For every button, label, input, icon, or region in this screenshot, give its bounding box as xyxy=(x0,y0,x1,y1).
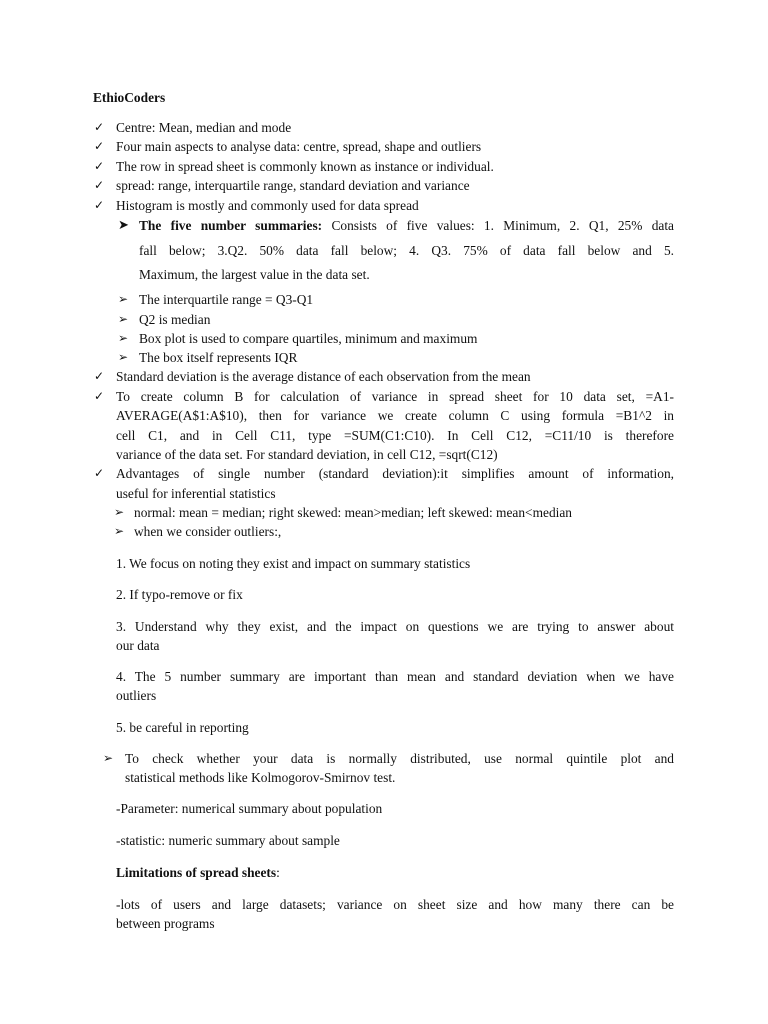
limitations-colon: : xyxy=(276,865,280,880)
outlier-point-1: 1. We focus on noting they exist and impact on summary statistics xyxy=(116,556,471,571)
bullet-centre: Centre: Mean, median and mode xyxy=(116,120,292,135)
advantages-line-1: Advantages of single number (standard deviation):it simplifies amount of information, xyxy=(116,466,674,481)
check-icon: ✓ xyxy=(94,178,105,192)
bullet-spread: spread: range, interquartile range, standard deviation and variance xyxy=(116,178,470,193)
normality-line-2: statistical methods like Kolmogorov-Smirnov test. xyxy=(125,770,396,785)
five-number-line-3: Maximum, the largest value in the data set. xyxy=(139,267,370,282)
check-icon: ✓ xyxy=(94,198,105,212)
variance-line-3: cell C1, and in Cell C11, type =SUM(C1:C10). In Cell C12, =C11/10 is therefore xyxy=(116,428,674,443)
document-title: EthioCoders xyxy=(93,90,166,105)
sub-bullet-box-iqr: The box itself represents IQR xyxy=(139,350,298,365)
arrowhead-bullet-icon: ➢ xyxy=(118,312,129,326)
check-icon: ✓ xyxy=(94,466,105,480)
arrowhead-bullet-icon: ➢ xyxy=(118,292,129,306)
five-number-line-1 xyxy=(139,216,674,235)
arrowhead-bullet-icon: ➢ xyxy=(114,524,125,538)
outlier-point-2: 2. If typo-remove or fix xyxy=(116,587,243,602)
variance-line-4: variance of the data set. For standard deviation, in cell C12, =sqrt(C12) xyxy=(116,447,498,462)
bullet-row-instance: The row in spread sheet is commonly known as instance or individual. xyxy=(116,159,494,174)
skew-bullet-outliers: when we consider outliers:, xyxy=(134,524,282,539)
arrowhead-bullet-icon: ➢ xyxy=(118,350,129,364)
limitations-heading xyxy=(116,863,280,882)
sub-bullet-q2: Q2 is median xyxy=(139,312,211,327)
arrowhead-bullet-icon: ➢ xyxy=(118,331,129,345)
limitations-line-1: -lots of users and large datasets; variance on sheet size and how many there can be xyxy=(116,897,674,912)
five-number-text: Consists of five values: 1. Minimum, 2. Q1, 25% data xyxy=(331,218,674,233)
sub-bullet-iqr: The interquartile range = Q3-Q1 xyxy=(139,292,314,307)
normality-line-1: To check whether your data is normally distributed, use normal quintile plot and xyxy=(125,751,674,766)
five-number-line-2: fall below; 3.Q2. 50% data fall below; 4. Q3. 75% of data fall below and 5. xyxy=(139,243,674,258)
statistic-definition: -statistic: numeric summary about sample xyxy=(116,833,340,848)
check-icon: ✓ xyxy=(94,159,105,173)
limitations-title: Limitations of spread sheets xyxy=(116,865,277,880)
check-icon: ✓ xyxy=(94,389,105,403)
five-number-heading: The five number summaries: xyxy=(139,218,323,233)
bullet-std-dev: Standard deviation is the average distance of each observation from the mean xyxy=(116,369,531,384)
skew-bullet-normal: normal: mean = median; right skewed: mean>median; left skewed: mean<median xyxy=(134,505,573,520)
arrowhead-bullet-icon: ➤ xyxy=(118,218,129,233)
check-icon: ✓ xyxy=(94,369,105,383)
check-icon: ✓ xyxy=(94,139,105,153)
outlier-point-4a: 4. The 5 number summary are important than mean and standard deviation when we have xyxy=(116,669,674,684)
arrowhead-bullet-icon: ➢ xyxy=(114,505,125,519)
advantages-line-2: useful for inferential statistics xyxy=(116,486,276,501)
variance-line-1: To create column B for calculation of variance in spread sheet for 10 data set, =A1- xyxy=(116,389,674,404)
parameter-definition: -Parameter: numerical summary about population xyxy=(116,801,383,816)
bullet-four-aspects: Four main aspects to analyse data: centre, spread, shape and outliers xyxy=(116,139,482,154)
outlier-point-5: 5. be careful in reporting xyxy=(116,720,249,735)
outlier-point-3b: our data xyxy=(116,638,160,653)
limitations-line-2: between programs xyxy=(116,916,215,931)
variance-line-2: AVERAGE(A$1:A$10), then for variance we create column C using formula =B1^2 in xyxy=(116,408,674,423)
outlier-point-3a: 3. Understand why they exist, and the impact on questions we are trying to answer about xyxy=(116,619,674,634)
outlier-point-4b: outliers xyxy=(116,688,157,703)
bullet-histogram: Histogram is mostly and commonly used for data spread xyxy=(116,198,419,213)
arrowhead-bullet-icon: ➢ xyxy=(103,751,114,765)
check-icon: ✓ xyxy=(94,120,105,134)
sub-bullet-boxplot: Box plot is used to compare quartiles, minimum and maximum xyxy=(139,331,478,346)
